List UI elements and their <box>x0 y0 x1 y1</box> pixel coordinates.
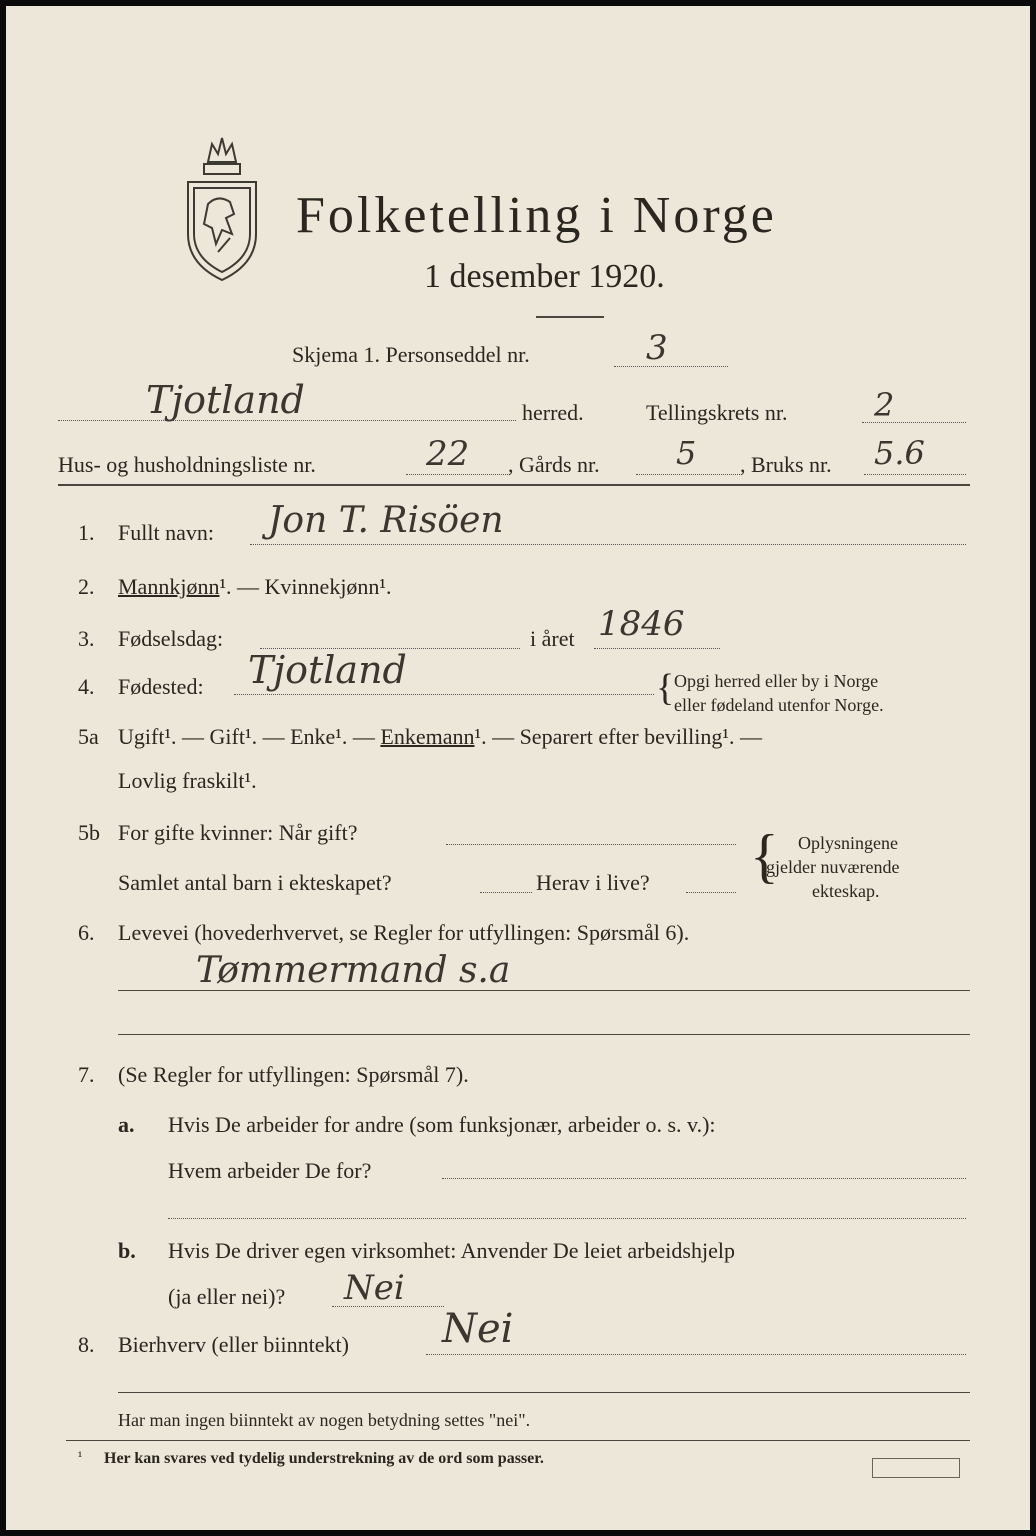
bruks-field[interactable] <box>864 474 966 475</box>
birth-year-value: 1846 <box>598 604 685 644</box>
q2-sex-options <box>118 574 392 600</box>
footer-divider <box>66 1440 970 1441</box>
q8-note: Har man ingen biinntekt av nogen betydning settes "nei". <box>118 1410 531 1430</box>
form-title: Folketelling i Norge <box>296 187 777 244</box>
q2-number: 2. <box>78 574 95 599</box>
q5b-line1: For gifte kvinner: Når gift? <box>118 820 358 845</box>
children-alive-field[interactable] <box>686 892 736 893</box>
q2-female-option[interactable]: ¹. — Kvinnekjønn¹. <box>219 574 392 599</box>
q5a-options-part2[interactable]: ¹. — Separert efter bevilling¹. — <box>474 724 762 749</box>
q5b-number: 5b <box>78 820 100 845</box>
q1-number: 1. <box>78 520 95 545</box>
schema-label: Skjema 1. Personseddel nr. <box>292 342 530 367</box>
tellingskrets-value: 2 <box>874 386 895 424</box>
q7a-line1: Hvis De arbeider for andre (som funksjonær, arbeider o. s. v.): <box>168 1112 716 1137</box>
q5b-note-1: Oplysningene <box>798 833 898 853</box>
q1-label: Fullt navn: <box>118 520 214 545</box>
printer-stamp <box>872 1458 960 1478</box>
side-income-line-2[interactable] <box>118 1392 970 1393</box>
married-date-field[interactable] <box>446 844 736 845</box>
title-divider <box>536 316 604 318</box>
coat-of-arms-icon <box>178 134 266 284</box>
q5a-options <box>118 724 762 750</box>
full-name-value: Jon T. Risöen <box>268 500 504 541</box>
q5b-note-3: ekteskap. <box>812 881 880 901</box>
hired-help-value: Nei <box>344 1268 405 1308</box>
q4-label: Fødested: <box>118 674 204 699</box>
children-count-field[interactable] <box>480 892 532 893</box>
q7-label: (Se Regler for utfyllingen: Spørsmål 7). <box>118 1062 469 1087</box>
hus-field[interactable] <box>406 474 510 475</box>
q5a-line2[interactable]: Lovlig fraskilt¹. <box>118 768 257 793</box>
personseddel-value: 3 <box>646 328 668 368</box>
personseddel-field[interactable] <box>614 366 728 367</box>
q3-label: Fødselsdag: <box>118 626 224 651</box>
q4-note-2: eller fødeland utenfor Norge. <box>674 695 884 715</box>
bruks-value: 5.6 <box>874 434 925 472</box>
occupation-line-2[interactable] <box>118 1034 970 1035</box>
employer-field[interactable] <box>442 1178 966 1179</box>
footnote-mark: ¹ <box>78 1450 83 1465</box>
q4-number: 4. <box>78 674 95 699</box>
gards-label: , Gårds nr. <box>508 452 600 477</box>
q5b-brace: { <box>750 823 779 889</box>
q7a-line2: Hvem arbeider De for? <box>168 1158 372 1183</box>
herred-label: herred. <box>522 400 584 425</box>
bruks-label: , Bruks nr. <box>740 452 832 477</box>
q5a-number: 5a <box>78 724 99 749</box>
q5b-note-2: gjelder nuværende <box>766 857 900 877</box>
form-date: 1 desember 1920. <box>424 258 665 295</box>
q3-year-label: i året <box>530 626 575 651</box>
gards-field[interactable] <box>636 474 740 475</box>
birth-year-field[interactable] <box>594 648 720 649</box>
hus-label: Hus- og husholdningsliste nr. <box>58 452 316 477</box>
full-name-field[interactable] <box>250 544 966 545</box>
q7b-line2: (ja eller nei)? <box>168 1284 286 1309</box>
hus-value: 22 <box>426 434 470 474</box>
footnote-text: Her kan svares ved tydelig understrekning av de ord som passer. <box>104 1450 544 1467</box>
q7b-line1: Hvis De driver egen virksomhet: Anvender De leiet arbeidshjelp <box>168 1238 735 1263</box>
q3-number: 3. <box>78 626 95 651</box>
q7-number: 7. <box>78 1062 95 1087</box>
q4-note-1: Opgi herred eller by i Norge <box>674 671 879 691</box>
gards-value: 5 <box>676 434 697 472</box>
occupation-line-1[interactable] <box>118 990 970 991</box>
birthplace-value: Tjotland <box>248 648 407 692</box>
census-form-page <box>6 6 1030 1530</box>
q4-brace: { <box>656 667 675 709</box>
birthplace-field[interactable] <box>234 694 654 695</box>
q5b-children-label: Samlet antal barn i ekteskapet? <box>118 870 392 895</box>
side-income-field[interactable] <box>426 1354 966 1355</box>
q5a-options-part1[interactable]: Ugift¹. — Gift¹. — Enke¹. — <box>118 724 375 749</box>
q6-number: 6. <box>78 920 95 945</box>
q6-label: Levevei (hovederhvervet, se Regler for utfyllingen: Spørsmål 6). <box>118 920 690 945</box>
q5b-alive-label: Herav i live? <box>536 870 650 895</box>
tellingskrets-label: Tellingskrets nr. <box>646 400 788 425</box>
q8-label: Bierhverv (eller biinntekt) <box>118 1332 349 1357</box>
q2-male-option[interactable]: Mannkjønn <box>118 574 220 599</box>
q7b-letter: b. <box>118 1238 136 1263</box>
q5a-enkemann-option[interactable]: Enkemann <box>380 724 475 749</box>
q8-number: 8. <box>78 1332 95 1357</box>
herred-value: Tjotland <box>146 378 305 422</box>
q7a-letter: a. <box>118 1112 135 1137</box>
occupation-value: Tømmermand s.a <box>196 950 511 991</box>
employer-field-2[interactable] <box>168 1218 966 1219</box>
header-divider <box>58 484 970 486</box>
side-income-value: Nei <box>442 1306 514 1352</box>
